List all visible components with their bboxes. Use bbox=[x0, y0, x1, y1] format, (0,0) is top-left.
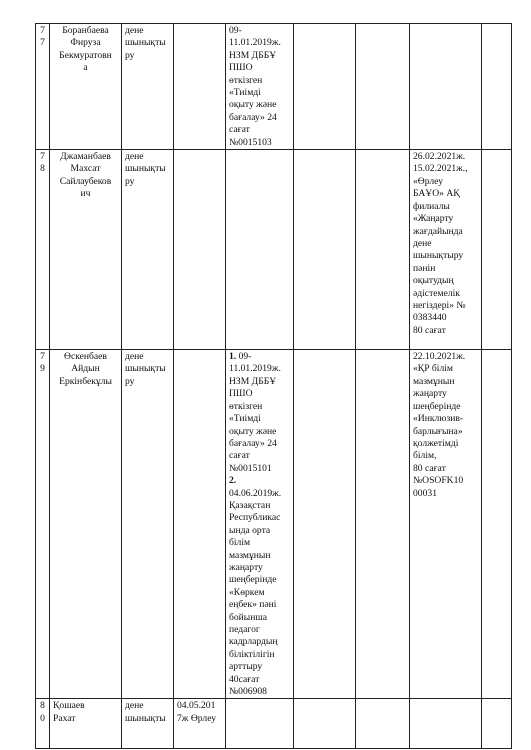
course-cell-3 bbox=[294, 150, 356, 350]
table-row bbox=[36, 24, 512, 150]
course-cell-3 bbox=[294, 350, 356, 699]
course-cell-5: 22.10.2021ж. «ҚР білім мазмұнын жаңарту шеңберінде «Инклюзив- барлығына» қолжетімді білім, 80 сағат №OSOFK10 00031 bbox=[410, 350, 482, 699]
subject-cell: дене шынықты ру bbox=[122, 24, 174, 150]
course-cell-4 bbox=[356, 350, 410, 699]
course-cell-2 bbox=[226, 699, 294, 749]
row-number: 7 7 bbox=[36, 24, 50, 150]
note-cell bbox=[482, 699, 512, 749]
note-cell bbox=[482, 24, 512, 150]
course-cell-4 bbox=[356, 699, 410, 749]
subject-cell: дене шынықты ру bbox=[122, 150, 174, 350]
row-number: 7 8 bbox=[36, 150, 50, 350]
course-cell-3 bbox=[294, 24, 356, 150]
teacher-name: Қошаев Рахат bbox=[50, 699, 122, 749]
item-marker: 2. bbox=[229, 475, 237, 487]
course-cell-1 bbox=[174, 350, 226, 699]
course-cell-2 bbox=[226, 24, 294, 150]
course-cell-2 bbox=[226, 150, 294, 350]
table-row bbox=[36, 350, 512, 699]
table-row bbox=[36, 150, 512, 350]
note-cell bbox=[482, 350, 512, 699]
course-cell-5 bbox=[410, 24, 482, 150]
course-cell-4 bbox=[356, 150, 410, 350]
course-text: 09- 11.01.2019ж. НЗМ ДББҰ ПШО өткізген «Тиімді оқыту және бағалау» 24 сағат №0015103 bbox=[229, 25, 281, 148]
table-row bbox=[36, 699, 512, 749]
course-cell-1 bbox=[174, 24, 226, 150]
teacher-name: Боранбаева Фируза Бекмуратовн а bbox=[50, 24, 122, 150]
course-cell-1: 04.05.201 7ж Өрлеу bbox=[174, 699, 226, 749]
course-cell-3 bbox=[294, 699, 356, 749]
teacher-training-table bbox=[35, 23, 512, 749]
course-cell-5: 26.02.2021ж. 15.02.2021ж., «Өрлеу БАҰО» АҚ филиалы «Жаңарту жағдайында дене шынықтыру пәнін оқытудың әдістемелік негіздері» № 0383440 80 сағат bbox=[410, 150, 482, 350]
row-number: 7 9 bbox=[36, 350, 50, 699]
row-number: 8 0 bbox=[36, 699, 50, 749]
course-cell-4 bbox=[356, 24, 410, 150]
teacher-name: Джаманбаев Махсат Сайлаубеков ич bbox=[50, 150, 122, 350]
note-cell bbox=[482, 150, 512, 350]
course-cell-1 bbox=[174, 150, 226, 350]
course-cell-2 bbox=[226, 350, 294, 699]
subject-cell: дене шынықты ру bbox=[122, 350, 174, 699]
subject-cell: дене шынықты bbox=[122, 699, 174, 749]
course-cell-5 bbox=[410, 699, 482, 749]
item-marker: 1. bbox=[229, 351, 237, 363]
course-text: 04.06.2019ж. Қазақстан Республикас ында орта білім мазмұнын жаңарту шеңберінде «Көркем еңбек» пәні бойынша педагог кадрлардың біліктілігін арттыру 40сағат №006908 bbox=[229, 487, 282, 698]
teacher-name: Өскенбаев Айдын Еркінбекұлы bbox=[50, 350, 122, 699]
course-text: 09- 11.01.2019ж. НЗМ ДББҰ ПШО өткізген «Тиімді оқыту және бағалау» 24 сағат №0015101 bbox=[229, 351, 281, 474]
